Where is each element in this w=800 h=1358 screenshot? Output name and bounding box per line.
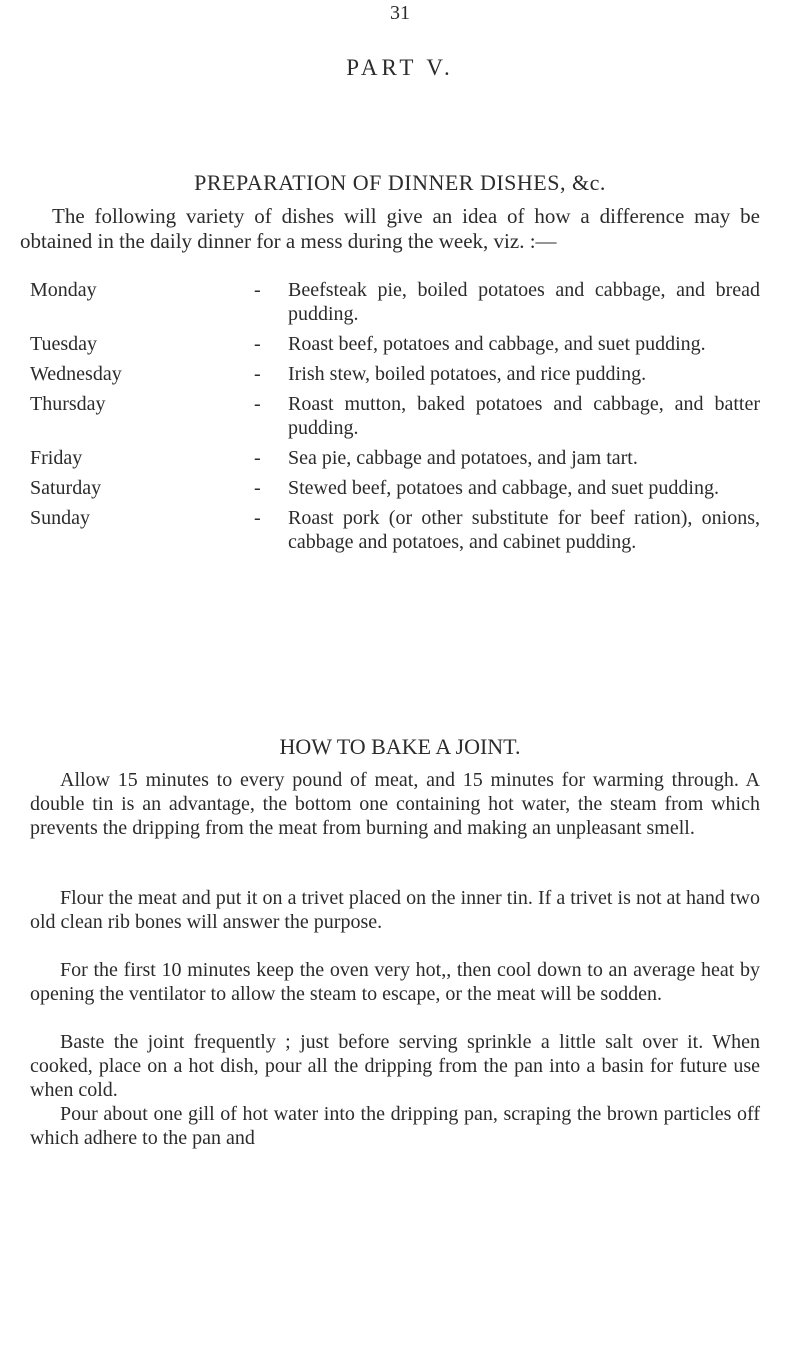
menu-dash: - <box>254 447 261 469</box>
part-title: PART V. <box>346 55 454 80</box>
menu-row-tuesday <box>30 332 760 356</box>
menu-row-saturday <box>30 476 760 500</box>
menu-dash: - <box>254 333 261 355</box>
menu-dish: Roast mutton, baked potatoes and cabbage, and batter pudding. <box>288 393 760 439</box>
menu-row-wednesday <box>30 362 760 386</box>
page-number: 31 <box>390 2 410 24</box>
menu-dash: - <box>254 363 261 385</box>
menu-day: Thursday <box>30 393 106 415</box>
menu-dish: Roast pork (or other substitute for beef ration), onions, cabbage and potatoes, and cabinet pudding. <box>288 507 760 553</box>
howto-title: HOW TO BAKE A JOINT. <box>279 734 521 759</box>
menu-day: Tuesday <box>30 333 98 355</box>
menu-day: Sunday <box>30 507 90 529</box>
paragraph-baste: Baste the joint frequently ; just before serving sprinkle a little salt over it. When cooked, place on a hot dish, pour all the dripping from the pan into a basin for future use when cold. <box>30 1031 760 1101</box>
paragraph-flour: Flour the meat and put it on a trivet placed on the inner tin. If a trivet is not at hand two old clean rib bones will answer the purpose. <box>30 887 760 933</box>
menu-row-friday <box>30 446 760 470</box>
menu-row-thursday <box>30 392 760 440</box>
section-title: PREPARATION OF DINNER DISHES, &c. <box>194 170 606 195</box>
menu-row-sunday <box>30 506 760 554</box>
menu-day: Wednesday <box>30 363 122 385</box>
paragraph-timing: Allow 15 minutes to every pound of meat, and 15 minutes for warming through. A double tin is an advantage, the bottom one containing hot water, the steam from which prevents the dripping from the meat from burning and making an unpleasant smell. <box>30 769 760 839</box>
intro-paragraph: The following variety of dishes will give an idea of how a difference may be obtained in the daily dinner for a mess during the week, viz. :— <box>20 204 760 253</box>
menu-dish: Roast beef, potatoes and cabbage, and suet pudding. <box>288 333 706 355</box>
menu-dash: - <box>254 393 261 415</box>
menu-day: Saturday <box>30 477 102 499</box>
menu-dish: Beefsteak pie, boiled potatoes and cabbage, and bread pudding. <box>288 279 760 325</box>
paragraph-gravy: Pour about one gill of hot water into the dripping pan, scraping the brown particles off which adhere to the pan and <box>30 1103 760 1149</box>
menu-dash: - <box>254 507 261 529</box>
weekly-menu <box>30 278 760 560</box>
menu-day: Friday <box>30 447 83 469</box>
menu-day: Monday <box>30 279 97 301</box>
menu-dish: Sea pie, cabbage and potatoes, and jam tart. <box>288 447 638 469</box>
menu-dish: Stewed beef, potatoes and cabbage, and suet pudding. <box>288 477 719 499</box>
menu-dash: - <box>254 279 261 301</box>
menu-row-monday <box>30 278 760 326</box>
paragraph-oven: For the first 10 minutes keep the oven very hot,, then cool down to an average heat by opening the ventilator to allow the steam to escape, or the meat will be sodden. <box>30 959 760 1005</box>
menu-dash: - <box>254 477 261 499</box>
menu-dish: Irish stew, boiled potatoes, and rice pudding. <box>288 363 647 385</box>
